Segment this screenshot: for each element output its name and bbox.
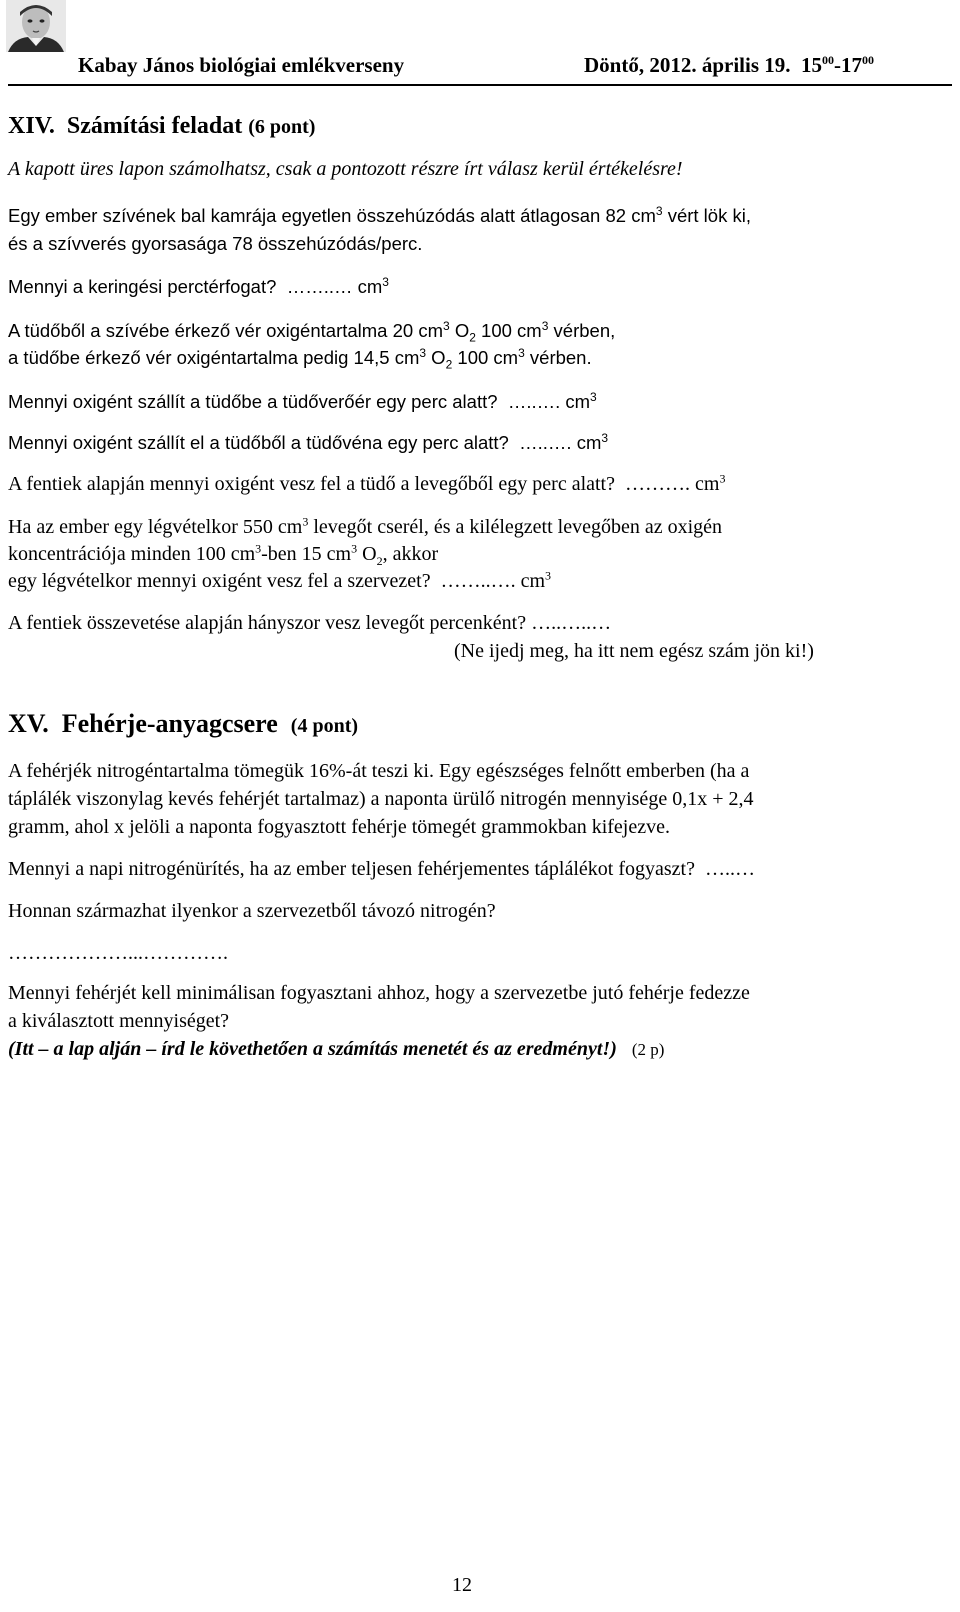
s14-p3-line3: egy légvételkor mennyi oxigént vesz fel a szervezet? ……..…. $cm^3$ — [8, 568, 552, 592]
portrait-image — [6, 0, 66, 52]
s15-question-2: Honnan származhat ilyenkor a szervezetből távozó nitrogén? — [8, 900, 496, 922]
s15-p1-line1: A fehérjék nitrogéntartalma tömegük 16%-át teszi ki. Egy egészséges felnőtt emberben (ha a — [8, 760, 750, 782]
s14-question-2: Mennyi oxigént szállít a tüdőbe a tüdőverőér egy perc alatt? …..…. $cm^3$ — [8, 389, 597, 412]
s15-question-3-instruction: (Itt – a lap alján – írd le követhetően a számítás menetét és az eredményt!) (2 p) — [8, 1038, 665, 1060]
s14-p3-line1: Ha az ember egy légvételkor 550 $cm^3$ levegőt cserél, és a kilélegzett levegőben az oxigén — [8, 514, 723, 538]
s14-question-3: Mennyi oxigént szállít el a tüdőből a tüdővéna egy perc alatt? …..…. $cm^3$ — [8, 430, 609, 453]
s14-p2-line2: a tüdőbe érkező vér oxigéntartalma pedig 14,5 $cm^3$ $O_2$ 100 $cm^3$ vérben. — [8, 345, 592, 372]
s15-p1-line2: táplálék viszonylag kevés fehérjét tartalmaz) a naponta ürülő nitrogén mennyisége 0,1x + 2,4 — [8, 788, 754, 810]
page-number: 12 — [452, 1574, 472, 1596]
s14-p1-line2: és a szívverés gyorsasága 78 összehúzódás/perc. — [8, 233, 423, 254]
s14-question-5-note: (Ne ijedj meg, ha itt nem egész szám jön ki!) — [454, 640, 814, 662]
header-competition: Kabay János biológiai emlékverseny — [78, 53, 405, 77]
section14-heading: XIV. Számítási feladat (6 pont) — [8, 113, 316, 139]
s15-question-3-line2: a kiválasztott mennyiséget? — [8, 1010, 230, 1032]
answer-blank: …..…. — [519, 432, 572, 453]
s14-p3-line2: koncentrációja minden 100 $cm^3$-ben 15 $cm^3$ $O_2$, akkor — [8, 541, 439, 568]
s14-question-4: A fentiek alapján mennyi oxigént vesz fel a tüdő a levegőből egy perc alatt? ………. $cm^3$ — [8, 471, 726, 495]
s15-answer-blank-2: ………………...…………. — [8, 942, 228, 964]
header-event-time: Döntő, 2012. április 19. $15^{00}-17^{00}$ — [584, 53, 875, 77]
header-event: Döntő, 2012. április 19. — [584, 53, 791, 77]
s14-question-1: Mennyi a keringési perctérfogat? ……..… $cm^3$ — [8, 274, 389, 297]
header-divider — [8, 84, 952, 86]
s14-question-5: A fentiek összevetése alapján hányszor vesz levegőt percenként? …..…..… — [8, 612, 612, 634]
answer-blank: …..…. — [507, 391, 566, 412]
section14-instruction: A kapott üres lapon számolhatsz, csak a pontozott részre írt válasz kerül értékelésre! — [8, 158, 683, 180]
answer-blank: ………. — [625, 473, 690, 495]
s15-question-3-line1: Mennyi fehérjét kell minimálisan fogyasztani ahhoz, hogy a szervezetbe jutó fehérje fedezze — [8, 982, 750, 1004]
s14-p2-line1: A tüdőből a szívébe érkező vér oxigéntartalma 20 $cm^3$ $O_2$ 100 $cm^3$ vérben, — [8, 318, 616, 345]
answer-blank: …..…..… — [531, 612, 612, 634]
answer-blank: ……..…. — [440, 570, 516, 592]
section15-heading: XV. Fehérje-anyagcsere (4 pont) — [8, 709, 359, 738]
answer-blank: …..… — [704, 858, 755, 880]
s15-p1-line3: gramm, ahol x jelöli a naponta fogyasztott fehérje tömegét grammokban kifejezve. — [8, 816, 670, 838]
answer-blank: ……..… — [286, 276, 353, 297]
s15-question-1: Mennyi a napi nitrogénürítés, ha az ember teljesen fehérjementes táplálékot fogyaszt? …..… — [8, 858, 755, 880]
s14-p1-line1: Egy ember szívének bal kamrája egyetlen összehúzódás alatt átlagosan 82 $cm^3$ vért lök ki, — [8, 203, 751, 226]
